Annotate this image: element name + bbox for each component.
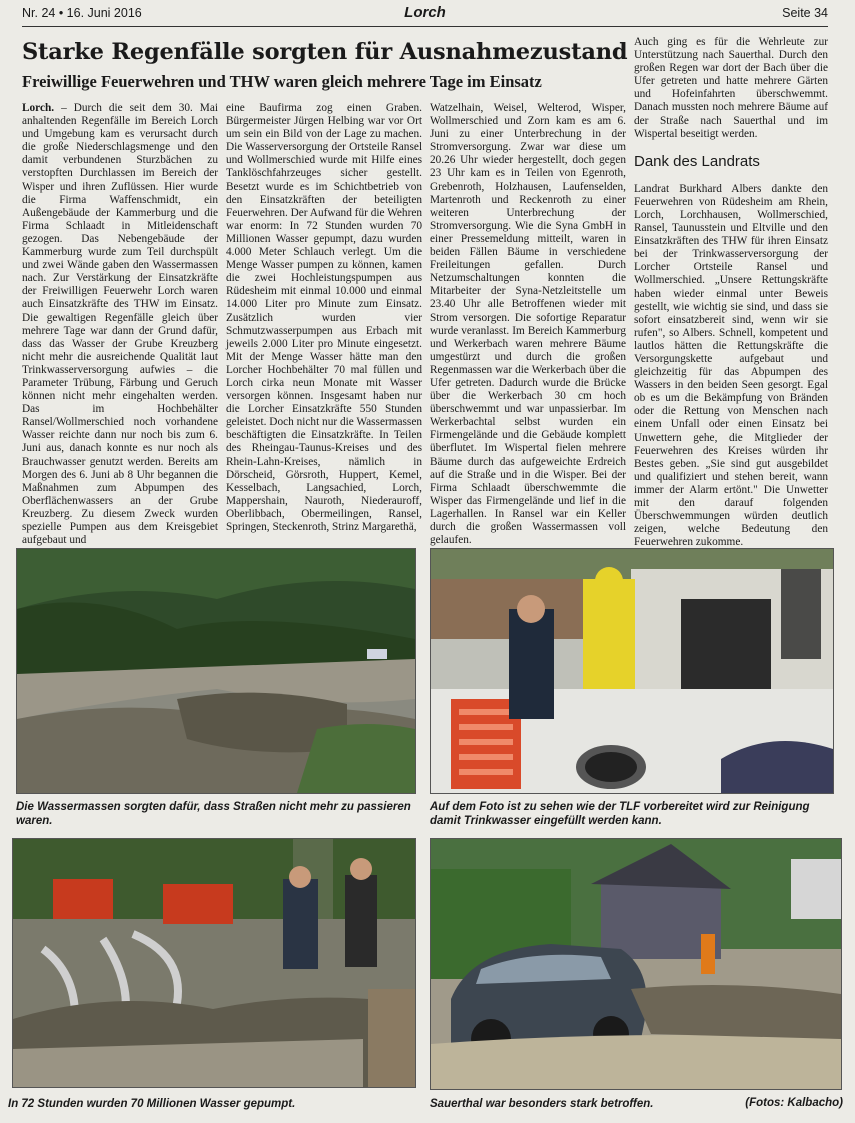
issue-date: Nr. 24 • 16. Juni 2016 — [22, 6, 142, 20]
caption-photo-2: Auf dem Foto ist zu sehen wie der TLF vorbereitet wird zur Reinigung damit Trinkwasser eingefüllt werden kann. — [430, 801, 810, 827]
photo-sauerthal-damage — [430, 838, 842, 1090]
article-column-4 — [634, 36, 828, 549]
photo-flooded-road — [16, 548, 416, 794]
photo-pumping-water — [12, 838, 416, 1088]
caption-photo-4: Sauerthal war besonders stark betroffen. — [430, 1098, 654, 1110]
column-4-text-a: Auch ging es für die Wehrleute zur Unterstützung nach Sauerthal. Durch den großen Regen war dort der Bach über die Ufer getreten und hatte mehrere Gärten und Hofeinfahrten überschwemmt. Danach mussten noch mehrere Bäume auf der Straße nach Sauerthal und im Wispertal beseitigt werden. — [634, 36, 828, 140]
column-1-text: – Durch die seit dem 30. Mai anhaltenden Regenfälle im Bereich Lorch und Umgebung kam es verursacht durch die große Niederschlagsmenge und den damit verbundenen Sturzbächen zu verstopften Durchlassen im Bereich der Wisper und ihren Zuflüssen. Hier wurde die Firma Waffenschmidt, ein Außengebäude der Kammerburg und die Firma Schlaadt in Mitleidenschaft gezogen. Das Nebengebäude der Kammerburg wurde zum Teil durchspült und zwei Wände gaben den Wassermassen nach. Zur Verstärkung der Einsatzkräfte der Freiwilligen Feuerwehr Lorch waren auch Einsatzkräfte des THW im Einsatz. Die gewaltigen Regenfälle gleich über mehrere Tage war dann der Grund dafür, dass das Wasser der Grube Kreuzberg nicht mehr die ausreichende Qualität laut Trinkwasserversorgung aufwies – die Parameter Trübung, Färbung und Geruch können nicht mehr eingehalten werden. Das im Hochbehälter Ransel/Wollmerschied noch vorhandene Wasser reichte dann nur noch bis zum 6. Juni aus, danach konnte es nur noch als Brauchwasser genutzt werden. Bereits am Morgen des 6. Juni ab 8 Uhr begannen die Maßnahmen zum Abpumpen des Oberflächenwassers an der Grube Kreuzberg. Zu diesem Zweck wurden spezielle Pumpen aus dem Kreisgebiet aufgebaut und — [22, 102, 218, 547]
article-column-1 — [22, 102, 218, 547]
column-4-text-b: Landrat Burkhard Albers dankte den Feuerwehren von Rüdesheim am Rhein, Lorch, Lorchhausen, Wollmerschied, Ransel, Taunusstein und Eltville und den Einsatzkräften des THW für ihren Einsatz bei der Trinkwasserversorgung der Lorcher Ortsteile Ransel und Wollmerschied. „Unsere Rettungskräfte haben wieder einmal unter Beweis gestellt, wie wichtig sie sind, und dass sie sofort einsatzbereit sind, wenn wir sie rufen", so Albers. Schnell, kompetent und lautlos hätten die Rettungskräfte die Versorgungskette aufgebaut und gleichzeitig für das Abpumpen des Wassers in den beiden Seen gesorgt. Egal ob es um die Bekämpfung von Bränden oder die Rettung von Menschen nach einem Unfall oder einen Einsatz bei Unwettern gehe, die Mitglieder der Feuerwehren des Kreises würden ihr Bestes geben. „Sie sind gut ausgebildet und qualifiziert und stehen bereit, wann immer der Alarm ertönt." Die Unwetter mit den darauf folgenden Überschwemmungen würden deutlich zeigen, welche Bedeutung den Feuerwehren zukomme. — [634, 182, 828, 549]
masthead — [22, 4, 828, 26]
article-column-3 — [430, 102, 626, 547]
column-2-text: eine Baufirma zog einen Graben. Bürgermeister Jürgen Helbing war vor Ort um sein ein Bild von der Lage zu machen. Die Wasserversorgung der Ortsteile Ransel und Wollmerschied wurde mit Hilfe eines Tanklöschfahrzeuges sicher gestellt. Besetzt wurde es im Schichtbetrieb von den Einsatzkräften der beteiligten Feuerwehren. Der Aufwand für die Wehren war enorm: In 72 Stunden wurden 70 Millionen Wasser gepumpt, dazu wurden 4.000 Meter Schlauch verlegt. Um die Menge Wasser pumpen zu können, kamen die zwei Hochleistungspumpen aus Rüdesheim mit einmal 10.000 und einmal 14.000 Liter pro Minute zum Einsatz. Zusätzlich wurden vier Schmutzwasserpumpen aus Erbach mit jeweils 2.000 Liter pro Minute eingesetzt. Mit der Menge Wasser hätte man den Lorcher Hochbehälter 70 mal füllen und Lorch cirka neun Monate mit Wasser versorgen können. Insgesamt haben nur die Lorcher Einsatzkräfte 550 Stunden geleistet. Doch nicht nur die Wassermassen beschäftigten die Einsatzkräfte. In Teilen des Rheingau-Taunus-Kreises und des Rhein-Lahn-Kreises, nämlich in Dörscheid, Görsroth, Huppert, Kemel, Kesselbach, Langsachied, Lorch, Mappershain, Nauroth, Niederauroff, Oberlibbach, Obermeilingen, Ransel, Springen, Steckenroth, Strinz Margarethä, — [226, 102, 422, 533]
photo-tanker-cleaning — [430, 548, 834, 794]
subheadline: Freiwillige Feuerwehren und THW waren gleich mehrere Tage im Einsatz — [22, 72, 542, 91]
section-title: Lorch — [404, 4, 446, 21]
page-number: Seite 34 — [782, 6, 828, 20]
masthead-rule — [22, 26, 828, 27]
column-3-text: Watzelhain, Weisel, Welterod, Wisper, Wollmerschied und Zorn kam es am 6. Juni zu einer Unterbrechung in der Stromversorgung. Zwar war diese um 20.26 Uhr wieder hergestellt, doch gegen 23 Uhr kam es in Teilen von Egenroth, Grebenroth, Holzhausen, Laufenselden, Martenroth und Reckenroth zu einer weiteren Unterbrechung der Stromversorgung. Wie die Syna GmbH in einer Pressemeldung mitteilt, waren in beiden Fällen Bäume in verschiedene Freileitungen gefallen. Durch Netzumschaltungen konnten die Mitarbeiter der Syna-Netzleitstelle um 23.40 Uhr alle Betroffenen wieder mit Strom versorgen. Die sofortige Reparatur wurde veranlasst. Im Bereich Kammerburg und Werkerbach waren mehrere Bäume umgestürzt und durch die großen Regenmassen war die Werkerbach über die Ufer getreten. Dadurch wurde die Brücke über die Werkerbach 30 cm hoch überschwemmt und war unpassierbar. Im Werkerbachtal selbst wurden ein Firmengelände und die Gebäude komplett überflutet. Im Wispertal fielen mehrere Bäume durch das aufgeweichte Erdreich auf die Straße und in die Wisper. Bei der Firma Schlaadt überschwemmte die Wisper das Firmengelände und lief in die Lagerhallen. In Ransel war ein Keller durch die großen Wassermassen voll gelaufen. — [430, 102, 626, 547]
caption-photo-3: In 72 Stunden wurden 70 Millionen Wasser gepumpt. — [8, 1098, 296, 1110]
photo-credit: (Fotos: Kalbacho) — [745, 1097, 843, 1109]
subheading-landrat: Dank des Landrats — [634, 152, 760, 170]
article-column-2 — [226, 102, 422, 542]
headline: Starke Regenfälle sorgten für Ausnahmezustand — [22, 39, 628, 65]
dateline: Lorch. — [22, 102, 55, 114]
caption-photo-1: Die Wassermassen sorgten dafür, dass Straßen nicht mehr zu passieren waren. — [16, 801, 411, 827]
